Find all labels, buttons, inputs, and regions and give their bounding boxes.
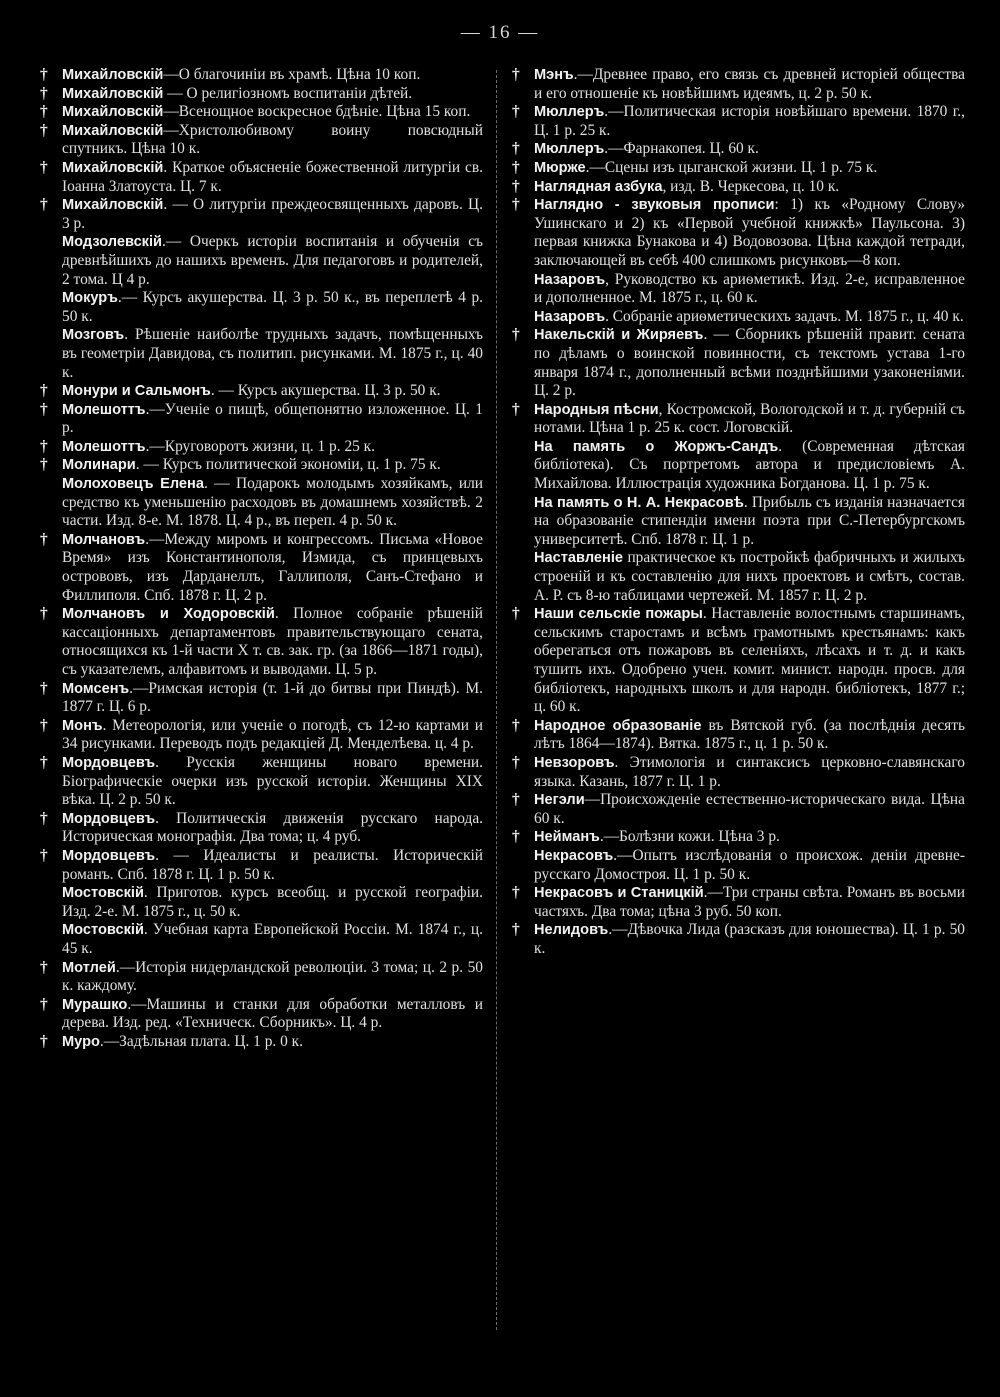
entry-author: Мордовцевъ xyxy=(62,810,156,827)
entry-text: . Приготов. курсъ всеобщ. и русской географіи. Изд. 2-е. М. 1875 г., ц. 50 к. xyxy=(62,884,483,920)
entry-author: Молинари xyxy=(62,457,136,474)
entry-author: Мэнъ xyxy=(534,67,574,83)
entry-text: .—Дѣвочка Лида (разсказъ для юношества). Ц. 1 р. 50 к. xyxy=(534,921,965,957)
catalog-entry xyxy=(510,791,965,828)
catalog-entry xyxy=(38,884,483,921)
catalog-entry xyxy=(38,810,483,847)
dagger-mark: † xyxy=(40,809,48,827)
catalog-entry xyxy=(38,959,483,996)
entry-author: Молоховецъ Елена xyxy=(62,476,204,493)
entry-text: —Всенощное воскресное бдѣніе. Цѣна 15 коп. xyxy=(163,103,471,121)
catalog-entry xyxy=(510,103,965,140)
entry-author: Накельскій и Жиряевъ xyxy=(534,327,704,344)
entry-text: практическое къ постройкѣ фабричныхъ и жилыхъ строеній и къ составленію для нихъ проектовъ и смѣтъ, состав. А. Р. съ 8-ю таблицами чертежей. М. 1857 г. Ц. 2 р. xyxy=(534,549,965,604)
entry-text: , Костромской, Вологодской и т. д. губерній съ нотами. Цѣна 1 р. 25 к. сост. Логовскій. xyxy=(534,400,965,437)
dagger-mark: † xyxy=(512,791,520,809)
catalog-entry xyxy=(510,549,965,605)
dagger-mark: † xyxy=(40,1032,48,1050)
entry-text: . Полное собраніе рѣшеній кассаціонныхъ департаментовъ правительствующаго сената, относящихся къ 1-й части X т. св. зак. гр. (за 1866—1871 годы), съ указателемъ, алфавитомъ и выводами. Ц. 5 р. xyxy=(62,605,483,678)
dagger-mark: † xyxy=(40,958,48,976)
dagger-mark: † xyxy=(512,196,520,214)
dagger-mark: † xyxy=(512,828,520,846)
dagger-mark: † xyxy=(512,103,520,121)
dagger-mark: † xyxy=(40,121,48,139)
entry-author: Михайловскій xyxy=(62,159,164,176)
dagger-mark: † xyxy=(512,326,520,344)
catalog-entry xyxy=(510,494,965,550)
entry-text: .—Болѣзни кожи. Цѣна 3 р. xyxy=(599,828,780,846)
entry-author: Мозговъ xyxy=(62,327,125,344)
entry-text: . Краткое объясненіе божественной литургіи св. Іоанна Златоуста. Ц. 7 к. xyxy=(62,158,483,195)
catalog-entry xyxy=(510,401,965,438)
dagger-mark: † xyxy=(40,103,48,121)
catalog-entry xyxy=(510,308,965,327)
dagger-mark: † xyxy=(40,84,48,102)
catalog-entry xyxy=(38,66,483,85)
catalog-entry xyxy=(510,605,965,717)
dagger-mark: † xyxy=(512,158,520,176)
catalog-entry xyxy=(38,85,483,104)
entry-text: .—Фарнакопея. Ц. 60 к. xyxy=(604,140,759,158)
entry-text: . Этимологія и синтаксисъ церковно-славянскаго языка. Казань, 1877 г. Ц. 1 р. xyxy=(534,753,965,790)
entry-author: Нейманъ xyxy=(534,829,600,846)
entry-text: .—Задѣльная плата. Ц. 1 р. 0 к. xyxy=(99,1032,303,1050)
entry-text: —Происхожденіе естественно-историческаго вида. Цѣна 60 к. xyxy=(534,791,965,827)
entry-author: Мотлей xyxy=(62,959,116,976)
entry-text: .—Политическая исторія новѣйшаго времени. 1870 г., Ц. 1 р. 25 к. xyxy=(534,103,965,139)
entry-author: Мюрже xyxy=(534,159,586,176)
entry-author: Наглядно - звуковыя прописи xyxy=(534,197,775,214)
entry-author: Мордовцевъ xyxy=(62,754,156,771)
entry-author: Михайловскій xyxy=(62,104,164,121)
entry-text: . (Современная дѣтская библіотека). Съ портретомъ автора и предисловіемъ А. Михайлова. Иллюстрація художника Богданова. Ц. 1 р. 75 к. xyxy=(534,437,965,493)
catalog-entry xyxy=(38,382,483,401)
catalog-entry xyxy=(38,289,483,326)
entry-text: — О религіозномъ воспитаніи дѣтей. xyxy=(163,84,413,102)
entry-author: Мокуръ xyxy=(62,290,118,307)
dagger-mark: † xyxy=(512,66,520,83)
entry-text: . Учебная карта Европейской Россіи. М. 1874 г., ц. 45 к. xyxy=(62,921,483,957)
entry-author: Михайловскій xyxy=(62,122,164,139)
entry-text: .—Машины и станки для обработки металловъ и дерева. Изд. ред. «Техническ. Сборникъ». Ц. 4 р. xyxy=(62,995,483,1032)
entry-author: Наши сельскіе пожары xyxy=(534,606,703,623)
right-column xyxy=(510,66,965,959)
entry-text: .—Сцены изъ цыганской жизни. Ц. 1 р. 75 к. xyxy=(585,158,878,176)
dagger-mark: † xyxy=(512,884,520,902)
dagger-mark: † xyxy=(40,437,48,455)
entry-author: Муро xyxy=(62,1033,100,1050)
catalog-entry xyxy=(38,438,483,457)
left-column xyxy=(38,66,483,1051)
dagger-mark: † xyxy=(40,530,48,548)
catalog-entry xyxy=(510,847,965,884)
catalog-entry xyxy=(38,717,483,754)
entry-text: . Наставленіе волостнымъ старшинамъ, сельскимъ старостамъ и всѣмъ грамотнымъ крестьянамъ: какъ оберегаться отъ пожаровъ въ селеніяхъ, лѣсахъ и т. д. и какъ тушить ихъ. Одобрено учен. комит. минист. народн. просв. для библіотекъ, народныхъ школъ и для народн. библіотекъ, 1877 г.; ц. 60 к. xyxy=(534,605,965,716)
dagger-mark: † xyxy=(40,196,48,214)
entry-author: Мордовцевъ xyxy=(62,847,156,864)
entry-author: Михайловскій xyxy=(62,67,164,83)
dagger-mark: † xyxy=(40,753,48,771)
entry-text: —Христолюбивому воину повсюдный спутникъ. Цѣна 10 к. xyxy=(62,121,483,158)
entry-text: : 1) къ «Родному Слову» Ушинскаго и 2) къ «Первой учебной книжкѣ» Паульсона. 3) первая книжка Бунакова и 4) Водовозова. Цѣна каждой тетради, заключающей въ себѣ 400 слишкомъ рисунковъ—8 коп. xyxy=(534,196,965,269)
entry-text: . Прибыль съ изданія назначается на образованіе стипендіи имени поэта при С.-Петербургскомъ университетѣ. Спб. 1878 г. Ц. 1 р. xyxy=(534,493,966,548)
entry-text: .— Очеркъ исторіи воспитанія и обученія съ древнѣйшихъ до нашихъ временъ. Для педагоговъ и родителей, 2 тома. Ц 4 р. xyxy=(62,233,483,288)
catalog-entry xyxy=(510,178,965,197)
entry-author: На память о Н. А. Некрасовѣ xyxy=(534,494,744,511)
dagger-mark: † xyxy=(40,846,48,864)
dagger-mark: † xyxy=(40,158,48,176)
entry-author: Михайловскій xyxy=(62,85,164,102)
catalog-entry xyxy=(510,717,965,754)
catalog-entry xyxy=(510,828,965,847)
catalog-entry xyxy=(38,456,483,475)
entry-author: Некрасовъ xyxy=(534,847,614,864)
catalog-entry xyxy=(510,326,965,400)
entry-text: . Собраніе ариѳметическихъ задачъ. М. 1875 г., ц. 40 к. xyxy=(605,307,964,325)
catalog-entry xyxy=(38,159,483,196)
catalog-entry xyxy=(510,271,965,308)
entry-text: .— Курсъ акушерства. Ц. 3 р. 50 к., въ переплетѣ 4 р. 50 к. xyxy=(62,289,483,325)
entry-author: Наставленіе xyxy=(534,550,623,567)
entry-author: На память о Жоржъ-Сандъ xyxy=(534,438,779,455)
entry-text: .—Древнее право, его связь съ древней исторіей общества и его отношеніе къ новѣйшимъ идеямъ, ц. 2 р. 50 к. xyxy=(534,66,965,102)
catalog-entry xyxy=(510,921,965,958)
entry-author: Молчановъ и Ходоровскій xyxy=(62,606,275,623)
entry-author: Молчановъ xyxy=(62,531,146,548)
entry-author: Молешоттъ xyxy=(62,401,146,418)
catalog-entry xyxy=(510,438,965,494)
entry-text: . — Идеалисты и реалисты. Историческій романъ. Спб. 1878 г. Ц. 1 р. 50 к. xyxy=(62,846,483,883)
catalog-entry xyxy=(510,754,965,791)
page-number: — 16 — xyxy=(460,22,540,43)
entry-author: Нелидовъ xyxy=(534,922,609,939)
catalog-entry xyxy=(38,996,483,1033)
entry-author: Назаровъ xyxy=(534,271,606,288)
catalog-entry xyxy=(510,196,965,270)
catalog-entry xyxy=(38,847,483,884)
dagger-mark: † xyxy=(512,716,520,734)
entry-text: . Рѣшеніе наиболѣе трудныхъ задачъ, помѣщенныхъ въ геометріи Давидова, съ политип. рисунками. М. 1875 г., ц. 40 к. xyxy=(62,326,483,381)
catalog-entry xyxy=(38,233,483,289)
entry-author: Михайловскій xyxy=(62,197,164,214)
entry-text: . — Подарокъ молодымъ хозяйкамъ, или средство къ уменьшенію расходовъ въ домашнемъ хозяйствѣ. 2 части. Изд. 8-е. М. 1878. Ц. 4 р., въ переп. 4 р. 50 к. xyxy=(62,475,483,530)
entry-text: . — Курсъ политической экономіи, ц. 1 р. 75 к. xyxy=(135,456,441,474)
entry-author: Мурашко xyxy=(62,996,128,1013)
dagger-mark: † xyxy=(512,753,520,771)
dagger-mark: † xyxy=(40,716,48,734)
entry-author: Невзоровъ xyxy=(534,754,615,771)
entry-text: . — Курсъ акушерства. Ц. 3 р. 50 к. xyxy=(210,382,441,400)
catalog-entry xyxy=(38,122,483,159)
entry-author: Назаровъ xyxy=(534,308,606,325)
entry-author: Монури и Сальмонъ xyxy=(62,383,211,400)
catalog-entry xyxy=(38,103,483,122)
catalog-entry xyxy=(38,475,483,531)
entry-text: , изд. В. Черкесова, ц. 10 к. xyxy=(662,177,840,195)
entry-author: Негэли xyxy=(534,792,585,809)
entry-author: Молешоттъ xyxy=(62,438,146,455)
entry-author: Мостовскій xyxy=(62,922,144,939)
catalog-entry xyxy=(38,921,483,958)
entry-text: . — Сборникъ рѣшеній правит. сената по дѣламъ о воинской повинности, съ текстомъ устава 1-го января 1874 г., дополненный всѣми позднѣйшими узаконеніями. Ц. 2 р. xyxy=(534,326,965,400)
entry-text: въ Вятской губ. (за послѣднія десять лѣтъ 1864—1874). Вятка. 1875 г., ц. 1 р. 50 к. xyxy=(534,716,965,753)
dagger-mark: † xyxy=(40,679,48,697)
dagger-mark: † xyxy=(40,66,48,83)
entry-author: Момсенъ xyxy=(62,680,130,697)
entry-text: .—Ученіе о пищѣ, общепонятно изложенное. Ц. 1 р. xyxy=(62,400,483,437)
entry-text: .—Опытъ изслѣдованія о происхож. деніи древне-русскаго Домостроя. Ц. 1 р. 50 к. xyxy=(534,846,965,883)
entry-author: Монъ xyxy=(62,717,103,734)
catalog-entry xyxy=(510,66,965,103)
catalog-entry xyxy=(510,159,965,178)
dagger-mark: † xyxy=(40,382,48,400)
entry-text: .—Три страны свѣта. Романъ въ восьми частяхъ. Два тома; цѣна 3 руб. 50 коп. xyxy=(534,884,965,920)
dagger-mark: † xyxy=(40,400,48,418)
dagger-mark: † xyxy=(40,456,48,474)
entry-author: Мостовскій xyxy=(62,885,144,902)
catalog-entry xyxy=(38,531,483,605)
entry-author: Некрасовъ и Станицкій xyxy=(534,885,704,902)
entry-text: . Русскія женщины новаго времени. Біографическіе очерки изъ русской исторіи. Женщины XIX вѣка. Ц. 2 р. 50 к. xyxy=(62,753,483,809)
catalog-entry xyxy=(510,140,965,159)
dagger-mark: † xyxy=(40,605,48,623)
entry-text: .—Между миромъ и конгрессомъ. Письма «Новое Время» изъ Константинополя, Измида, съ принцевыхъ острововъ, изъ Дарданеллъ, Галлиполя, Санъ-Стефано и Филлиполя. Спб. 1878 г. Ц. 2 р. xyxy=(62,530,483,604)
entry-author: Народныя пѣсни xyxy=(534,401,659,418)
entry-author: Народное образованіе xyxy=(534,717,702,734)
catalog-entry xyxy=(38,196,483,233)
entry-text: .—Римская исторія (т. 1-й до битвы при Пиндѣ). М. 1877 г. Ц. 6 р. xyxy=(62,679,483,716)
entry-text: , Руководство къ ариѳметикѣ. Изд. 2-е, исправленное и дополненное. М. 1875 г., ц. 60 к. xyxy=(534,270,965,307)
dagger-mark: † xyxy=(512,140,520,158)
entry-text: . Политическія движенія русскаго народа. Историческая монографія. Два тома; ц. 4 руб. xyxy=(62,809,483,846)
entry-text: .—Исторія нидерландской революціи. 3 тома; ц. 2 р. 50 к. каждому. xyxy=(62,958,483,995)
entry-author: Наглядная азбука xyxy=(534,178,663,195)
entry-text: . Метеорологія, или ученіе о погодѣ, съ 12-ю картами и 34 рисунками. Переводъ подъ редакціей Д. Менделѣева. ц. 4 р. xyxy=(62,716,483,753)
catalog-entry xyxy=(510,884,965,921)
entry-text: . — О литургіи преждеосвященныхъ даровъ. Ц. 3 р. xyxy=(62,196,483,232)
entry-author: Мюллеръ xyxy=(534,141,605,158)
catalog-entry xyxy=(38,326,483,382)
dagger-mark: † xyxy=(512,400,520,418)
dagger-mark: † xyxy=(512,921,520,939)
entry-author: Модзолевскій xyxy=(62,234,163,251)
entry-text: —О благочиніи въ храмѣ. Цѣна 10 коп. xyxy=(163,66,421,83)
dagger-mark: † xyxy=(40,995,48,1013)
catalog-entry xyxy=(38,1033,483,1052)
column-divider xyxy=(496,70,497,1330)
entry-text: .—Круговоротъ жизни, ц. 1 р. 25 к. xyxy=(145,437,376,455)
catalog-entry xyxy=(38,754,483,810)
dagger-mark: † xyxy=(512,605,520,623)
catalog-entry xyxy=(38,680,483,717)
catalog-entry xyxy=(38,401,483,438)
dagger-mark: † xyxy=(512,177,520,195)
entry-author: Мюллеръ xyxy=(534,104,605,121)
catalog-entry xyxy=(38,605,483,679)
